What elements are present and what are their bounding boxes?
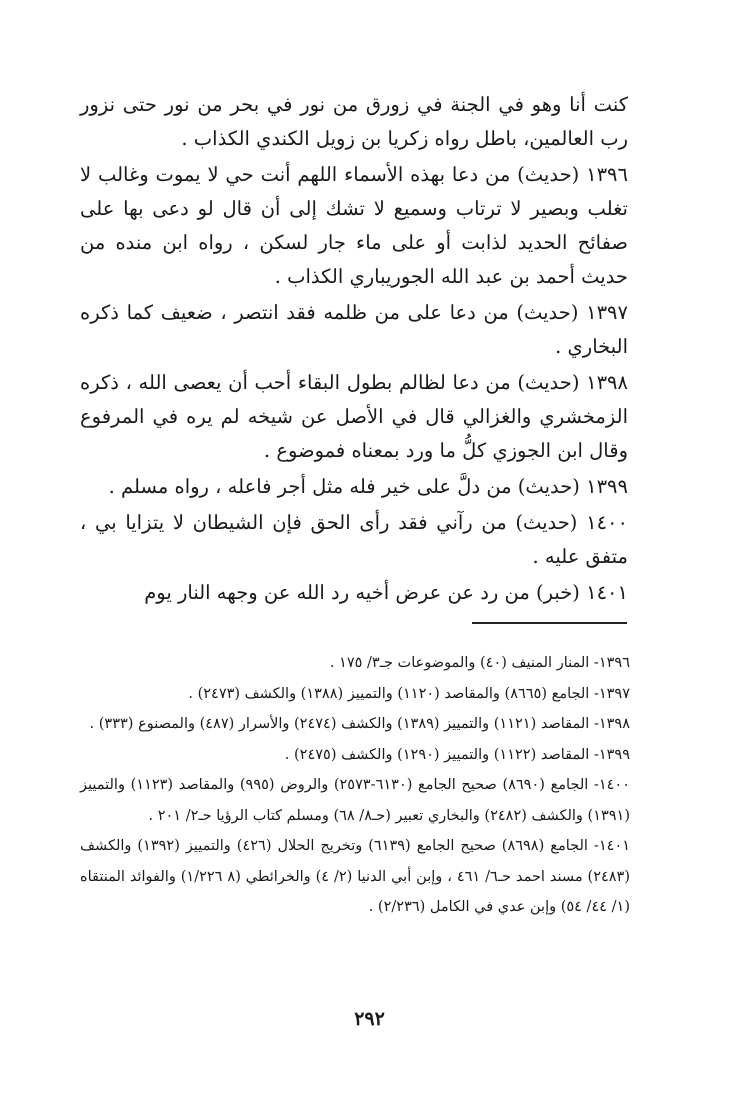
- footnotes: [80, 648, 630, 923]
- hadith-1401: ١٤٠١ (خبر) من رد عن عرض أخيه رد الله عن وجهه النار يوم: [144, 581, 628, 604]
- footnote-1400: ١٤٠٠- الجامع (٨٦٩٠) صحيح الجامع (٦١٣٠-٢٥٧٣) والروض (٩٩٥) والمقاصد (١١٢٣) والتمييز (١٣٩١) والكشف (٢٤٨٢) والبخاري تعبير (حـ٨/ ٦٨) ومسلم كتاب الرؤيا حـ٢/ ٢٠١ .: [80, 777, 630, 824]
- hadith-1398: ١٣٩٨ (حديث) من دعا لظالم بطول البقاء أحب أن يعصى الله ، ذكره الزمخشري والغزالي قال في الأصل عن شيخه لم يره في المرفوع وقال ابن الجوزي كلُّ ما ورد بمعناه فموضوع .: [80, 371, 628, 462]
- paragraph-continuation: كنت أنا وهو في الجنة في زورق من نور في بحر من نور حتى نزور رب العالمين، باطل رواه زكريا بن زويل الكندي الكذاب .: [80, 93, 628, 150]
- hadith-1400: ١٤٠٠ (حديث) من رآني فقد رأى الحق فإن الشيطان لا يتزايا بي ، متفق عليه .: [80, 511, 628, 568]
- footnote-1396: ١٣٩٦- المنار المنيف (٤٠) والموضوعات جـ٣/ ١٧٥ .: [329, 655, 630, 671]
- page-number: ٢٩٢: [354, 1008, 385, 1030]
- hadith-1397: ١٣٩٧ (حديث) من دعا على من ظلمه فقد انتصر ، ضعيف كما ذكره البخاري .: [80, 301, 628, 358]
- footnote-divider: [472, 622, 627, 624]
- footnote-1397: ١٣٩٧- الجامع (٨٦٦٥) والمقاصد (١١٢٠) والتمييز (١٣٨٨) والكشف (٢٤٧٣) .: [188, 685, 630, 702]
- footnote-1399: ١٣٩٩- المقاصد (١١٢٢) والتمييز (١٢٩٠) والكشف (٢٤٧٥) .: [284, 746, 630, 763]
- footnote-1401: ١٤٠١- الجامع (٨٦٩٨) صحيح الجامع (٦١٣٩) وتخريج الحلال (٤٢٦) والتمييز (١٣٩٢) والكشف (٢٤٨٣) مسند احمد حـ٦/ ٤٦١ ، وإبن أبي الدنيا (٢/ ٤) والخرائطي (٨ ١/٢٢٦) والفوائد المنتقاه (١/ ٤٤/ ٥٤) وإبن عدي في الكامل (٢/٢٣٦) .: [80, 838, 631, 915]
- hadith-1396: ١٣٩٦ (حديث) من دعا بهذه الأسماء اللهم أنت حي لا يموت وغالب لا تغلب وبصير لا ترتاب وسميع لا تشك إلى أن قال لو دعى بها على صفائح الحديد لذابت أو على ماء جار لسكن ، رواه ابن منده من حديث أحمد بن عبد الله الجوريباري الكذاب .: [80, 163, 628, 288]
- main-text: [80, 88, 628, 612]
- footnote-1398: ١٣٩٨- المقاصد (١١٢١) والتمييز (١٣٨٩) والكشف (٢٤٧٤) والأسرار (٤٨٧) والمصنوع (٣٣٣) .: [89, 716, 630, 732]
- hadith-1399: ١٣٩٩ (حديث) من دلَّ على خير فله مثل أجر فاعله ، رواه مسلم .: [108, 475, 628, 498]
